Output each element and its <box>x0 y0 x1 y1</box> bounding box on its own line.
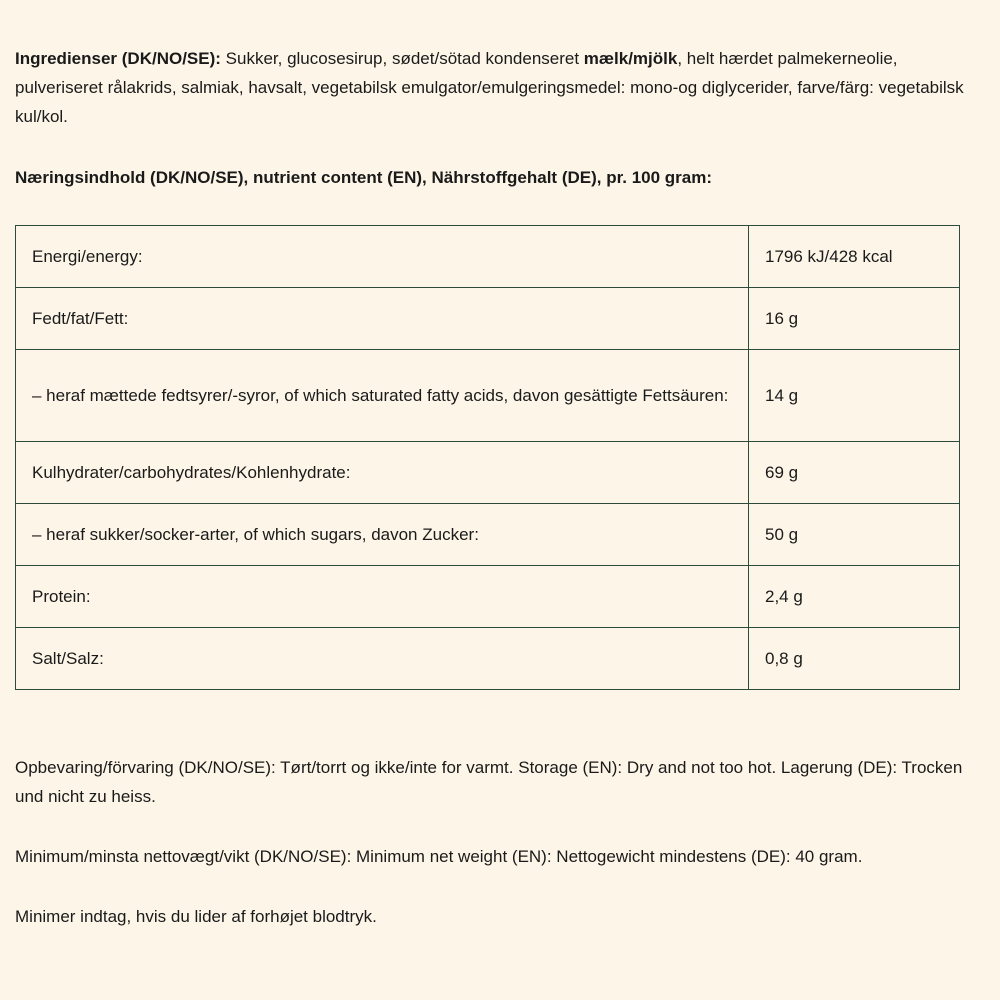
nutrient-label: Protein: <box>16 566 749 628</box>
product-info <box>15 44 975 931</box>
ingredients-text-2: , helt hærdet palmekerneolie, pulveriseret rålakrids, salmiak, havsalt, vegetabilsk emulgator/emulgeringsmedel: mono-og diglycerider, farve/färg: vegetabilsk kul/kol. <box>15 49 964 126</box>
nutrition-row-carbohydrates <box>16 442 960 504</box>
nutrient-label: Kulhydrater/carbohydrates/Kohlenhydrate: <box>16 442 749 504</box>
nutrient-label: Energi/energy: <box>16 226 749 288</box>
storage-paragraph: Opbevaring/förvaring (DK/NO/SE): Tørt/torrt og ikke/inte for varmt. Storage (EN): Dry and not too hot. Lagerung (DE): Trocken und nicht zu heiss. <box>15 758 963 806</box>
nutrition-table <box>15 225 960 690</box>
nutrient-value: 16 g <box>749 288 960 350</box>
nutrient-value: 2,4 g <box>749 566 960 628</box>
health-warning: Minimer indtag, hvis du lider af forhøjet blodtryk. <box>15 907 377 926</box>
nutrient-label: – heraf sukker/socker-arter, of which sugars, davon Zucker: <box>16 504 749 566</box>
nutrient-value: 69 g <box>749 442 960 504</box>
nutrient-value: 50 g <box>749 504 960 566</box>
nutrition-row-protein <box>16 566 960 628</box>
ingredients-allergen: mælk/mjölk <box>583 49 678 68</box>
nutrition-row-sugars <box>16 504 960 566</box>
nutrition-row-energy <box>16 226 960 288</box>
net-weight-paragraph: Minimum/minsta nettovægt/vikt (DK/NO/SE): Minimum net weight (EN): Nettogewicht mindestens (DE): 40 gram. <box>15 847 863 866</box>
nutrient-label: Salt/Salz: <box>16 628 749 690</box>
nutrition-row-salt <box>16 628 960 690</box>
nutrient-label: Fedt/fat/Fett: <box>16 288 749 350</box>
nutrient-value: 1796 kJ/428 kcal <box>749 226 960 288</box>
ingredients-text-1: Sukker, glucosesirup, sødet/sötad kondenseret <box>220 49 584 68</box>
nutrient-value: 0,8 g <box>749 628 960 690</box>
nutrient-label: – heraf mættede fedtsyrer/-syror, of which saturated fatty acids, davon gesättigte Fettsäuren: <box>16 350 749 442</box>
ingredients-paragraph <box>15 44 975 131</box>
nutrient-value: 14 g <box>749 350 960 442</box>
nutrition-row-saturated-fat <box>16 350 960 442</box>
nutrition-row-fat <box>16 288 960 350</box>
ingredients-label: Ingredienser (DK/NO/SE): <box>15 49 221 68</box>
nutrition-heading: Næringsindhold (DK/NO/SE), nutrient content (EN), Nährstoffgehalt (DE), pr. 100 gram: <box>15 168 713 187</box>
